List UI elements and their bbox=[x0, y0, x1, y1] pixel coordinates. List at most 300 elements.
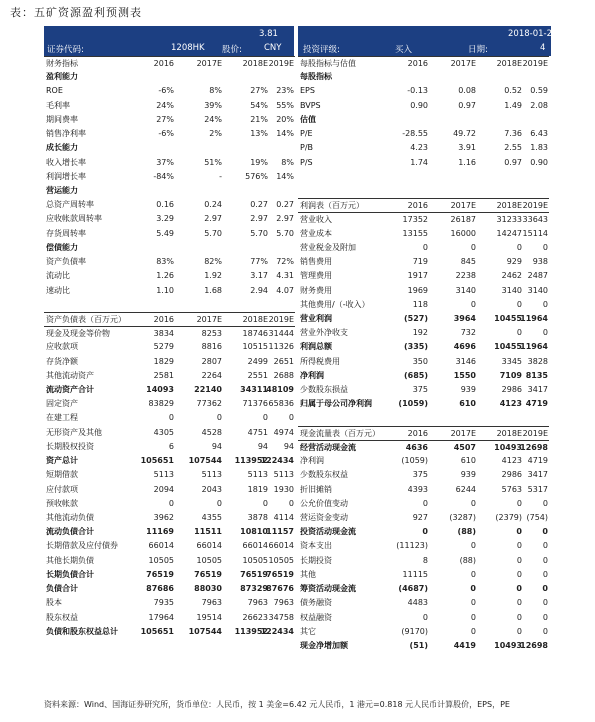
row-value: 0 bbox=[542, 498, 548, 508]
row-value: 2016 bbox=[407, 428, 428, 438]
row-value: 8253 bbox=[201, 329, 222, 339]
row-value: 5113 bbox=[247, 470, 268, 480]
row-value: 3828 bbox=[527, 356, 548, 366]
row-value: 0 bbox=[542, 612, 548, 622]
row-value: 1.83 bbox=[530, 143, 548, 153]
table-row bbox=[44, 113, 295, 127]
row-value: 2019E bbox=[268, 314, 294, 324]
table-row bbox=[298, 84, 549, 98]
row-value: 0 bbox=[470, 299, 476, 309]
row-value: 1829 bbox=[153, 356, 174, 366]
row-value: 1917 bbox=[407, 271, 428, 281]
row-label: 长期投资 bbox=[300, 555, 332, 565]
row-value: (88) bbox=[457, 527, 476, 537]
row-value: 17964 bbox=[148, 612, 174, 622]
row-value: 76519 bbox=[194, 569, 222, 579]
row-label: 估值 bbox=[300, 114, 316, 124]
row-label: P/E bbox=[300, 129, 313, 139]
row-value: 0.90 bbox=[410, 100, 428, 110]
row-value: 3.17 bbox=[250, 271, 268, 281]
row-label: 股东权益 bbox=[46, 612, 78, 622]
row-value: 10493 bbox=[494, 640, 522, 650]
row-value: 76519 bbox=[146, 569, 174, 579]
row-value: 2016 bbox=[153, 59, 174, 68]
row-value: 2019E bbox=[522, 59, 548, 68]
row-value: 4419 bbox=[453, 640, 476, 650]
table-row bbox=[298, 639, 549, 653]
row-value: 0 bbox=[470, 498, 476, 508]
table-row bbox=[298, 184, 549, 198]
table-row bbox=[298, 369, 549, 383]
row-value: 15114 bbox=[522, 228, 548, 238]
row-value: 0 bbox=[422, 612, 428, 622]
row-value: 113952 bbox=[234, 626, 268, 636]
row-value: 2019E bbox=[522, 428, 548, 438]
table-row bbox=[298, 255, 549, 269]
row-value: 0 bbox=[168, 413, 174, 423]
row-value: 7963 bbox=[201, 598, 222, 608]
row-value: -84% bbox=[153, 171, 174, 181]
table-row bbox=[298, 284, 549, 298]
row-value: (1059) bbox=[398, 399, 428, 409]
row-value: 0 bbox=[262, 498, 268, 508]
row-value: 94 bbox=[257, 441, 268, 451]
row-value: -6% bbox=[158, 129, 174, 139]
table-row bbox=[44, 198, 295, 212]
row-value: 0 bbox=[470, 626, 476, 636]
table-row bbox=[44, 554, 295, 568]
row-value: 7963 bbox=[247, 598, 268, 608]
row-value: 732 bbox=[460, 328, 476, 338]
row-label: 其他费用/（-收入） bbox=[300, 299, 370, 309]
row-value: 2017E bbox=[450, 201, 476, 211]
row-value: 1819 bbox=[247, 484, 268, 494]
row-label: 资产负债率 bbox=[46, 257, 86, 267]
row-label: 销售费用 bbox=[300, 257, 332, 267]
row-value: 113952 bbox=[234, 456, 268, 466]
row-value: 72% bbox=[276, 257, 294, 267]
row-value: 3140 bbox=[527, 285, 548, 295]
row-label: 成长能力 bbox=[46, 143, 78, 153]
row-value: 939 bbox=[460, 470, 476, 480]
row-value: 938 bbox=[532, 257, 548, 267]
row-value: 0 bbox=[470, 612, 476, 622]
date-value-top: 2018-01-2 bbox=[508, 29, 552, 39]
row-value: 105651 bbox=[140, 626, 174, 636]
row-value: 34311 bbox=[240, 385, 268, 395]
row-value: 0 bbox=[542, 527, 548, 537]
row-value: 7109 bbox=[499, 370, 522, 380]
row-value: 13155 bbox=[402, 228, 428, 238]
code-label: 证券代码: bbox=[47, 45, 84, 55]
row-label: BVPS bbox=[300, 100, 321, 110]
row-value: 77362 bbox=[196, 399, 222, 409]
row-value: 21% bbox=[250, 114, 268, 124]
row-value: 87329 bbox=[240, 584, 268, 594]
table-row bbox=[44, 99, 295, 113]
row-label: 其他流动资产 bbox=[46, 370, 94, 380]
row-label: 债务融资 bbox=[300, 598, 332, 608]
row-value: 375 bbox=[412, 470, 428, 480]
table-row bbox=[44, 511, 295, 525]
row-label: 总资产周转率 bbox=[46, 200, 94, 210]
row-value: 2094 bbox=[153, 484, 174, 494]
row-label: 归属于母公司净利润 bbox=[300, 399, 372, 409]
row-label: 流动负债合计 bbox=[46, 527, 94, 537]
row-value: -6% bbox=[158, 86, 174, 96]
row-label: 负债合计 bbox=[46, 584, 78, 594]
table-row bbox=[298, 483, 549, 497]
row-value: 0 bbox=[470, 242, 476, 252]
row-value: 10455 bbox=[494, 342, 522, 352]
row-label: 筹资活动现金流 bbox=[300, 584, 356, 594]
table-row bbox=[298, 554, 549, 568]
row-value: 3878 bbox=[247, 513, 268, 522]
row-value: 48109 bbox=[266, 385, 294, 395]
row-value: 77% bbox=[250, 257, 268, 267]
row-value: 929 bbox=[506, 257, 522, 267]
row-value: 0 bbox=[470, 569, 476, 579]
row-label: 应收帐款周转率 bbox=[46, 214, 102, 224]
row-value: 0 bbox=[542, 242, 548, 252]
table-row bbox=[298, 340, 549, 354]
table-row bbox=[298, 113, 549, 127]
row-label: ROE bbox=[46, 86, 63, 96]
row-value: 11169 bbox=[146, 527, 174, 537]
table-row bbox=[298, 596, 549, 610]
table-row bbox=[44, 440, 295, 454]
table-row bbox=[44, 497, 295, 511]
row-value: 3140 bbox=[455, 285, 476, 295]
row-value: 33643 bbox=[522, 215, 548, 225]
row-label: 存货周转率 bbox=[46, 228, 86, 238]
row-label: 盈利能力 bbox=[46, 72, 78, 82]
table-row bbox=[298, 198, 549, 212]
row-value: 2016 bbox=[407, 201, 428, 211]
row-value: 4114 bbox=[273, 513, 294, 522]
row-value: 31444 bbox=[268, 329, 294, 339]
row-value: 4696 bbox=[453, 342, 476, 352]
row-value: 10515 bbox=[242, 342, 268, 352]
row-value: 3417 bbox=[527, 470, 548, 480]
row-value: 0.52 bbox=[504, 86, 522, 96]
table-row bbox=[44, 141, 295, 155]
row-value: 8% bbox=[209, 86, 222, 96]
row-value: 5113 bbox=[273, 470, 294, 480]
row-label: 少数股东损益 bbox=[300, 385, 348, 395]
row-value: 2986 bbox=[501, 470, 522, 480]
row-label: 长期股权投资 bbox=[46, 441, 94, 451]
table-row bbox=[44, 525, 295, 539]
table-row bbox=[298, 426, 549, 440]
table-row bbox=[298, 241, 549, 255]
row-label: 收入增长率 bbox=[46, 157, 86, 167]
row-value: 2238 bbox=[455, 271, 476, 281]
table-row bbox=[298, 355, 549, 369]
row-value: 54% bbox=[250, 100, 268, 110]
row-value: 0.97 bbox=[458, 100, 476, 110]
header-left bbox=[44, 26, 294, 56]
row-value: 2018E bbox=[496, 59, 522, 68]
row-value: 10493 bbox=[494, 442, 522, 452]
row-value: 576% bbox=[245, 171, 268, 181]
table-row bbox=[44, 596, 295, 610]
row-value: 2017E bbox=[450, 428, 476, 438]
row-value: 0 bbox=[516, 555, 522, 565]
row-value: 0 bbox=[168, 498, 174, 508]
table-row bbox=[298, 397, 549, 411]
row-label: 利润表（百万元） bbox=[300, 201, 364, 211]
row-value: 10810 bbox=[240, 527, 268, 537]
row-value: (4687) bbox=[398, 584, 428, 594]
table-row bbox=[298, 156, 549, 170]
row-value: 0 bbox=[542, 584, 548, 594]
row-value: 0 bbox=[542, 328, 548, 338]
row-value: 76519 bbox=[240, 569, 268, 579]
row-label: 其它 bbox=[300, 626, 316, 636]
row-value: 88030 bbox=[194, 584, 222, 594]
row-value: -28.55 bbox=[402, 129, 428, 139]
table-row bbox=[298, 568, 549, 582]
table-row bbox=[298, 298, 549, 312]
table-row bbox=[44, 369, 295, 383]
row-label: 投资活动现金流 bbox=[300, 527, 356, 537]
table-row bbox=[44, 397, 295, 411]
rating-value: 买入 bbox=[395, 45, 413, 55]
row-value: (88) bbox=[459, 555, 476, 565]
row-label: 营业利润 bbox=[300, 313, 332, 323]
table-row bbox=[298, 312, 549, 326]
row-value: 4393 bbox=[407, 484, 428, 494]
row-value: 0 bbox=[516, 626, 522, 636]
table-row bbox=[44, 269, 295, 283]
row-value: 34758 bbox=[268, 612, 294, 622]
row-label: 每股指标与估值 bbox=[300, 59, 356, 68]
row-value: 82% bbox=[204, 257, 222, 267]
row-value: 4751 bbox=[247, 427, 268, 437]
row-value: 107544 bbox=[188, 456, 222, 466]
row-value: 1969 bbox=[407, 285, 428, 295]
row-value: 4123 bbox=[499, 399, 522, 409]
row-value: 8816 bbox=[201, 342, 222, 352]
row-value: 2018E bbox=[242, 59, 268, 68]
row-label: 利润总额 bbox=[300, 342, 332, 352]
left-table bbox=[44, 56, 295, 639]
row-value: 3146 bbox=[455, 356, 476, 366]
row-value: 2017E bbox=[450, 59, 476, 68]
row-value: 927 bbox=[412, 513, 428, 522]
row-value: (51) bbox=[409, 640, 428, 650]
row-value: 8135 bbox=[525, 370, 548, 380]
row-label: 现金流量表（百万元） bbox=[300, 428, 380, 438]
row-label: 资本支出 bbox=[300, 541, 332, 551]
row-value: 5.70 bbox=[250, 228, 268, 238]
row-label: 销售净利率 bbox=[46, 129, 86, 139]
table-row bbox=[44, 426, 295, 440]
row-label: P/B bbox=[300, 143, 314, 153]
row-label: 其他流动负债 bbox=[46, 513, 94, 522]
row-value: 3962 bbox=[153, 513, 174, 522]
date-label: 日期: bbox=[468, 45, 488, 55]
row-value: 26623 bbox=[242, 612, 268, 622]
row-label: 资产负债表（百万元） bbox=[46, 314, 126, 324]
date-value-bottom: 4 bbox=[540, 43, 546, 53]
row-label: 预收帐款 bbox=[46, 498, 78, 508]
row-value: 4.23 bbox=[410, 143, 428, 153]
row-value: 2019E bbox=[268, 59, 294, 68]
row-value: 4355 bbox=[201, 513, 222, 522]
row-value: 76519 bbox=[266, 569, 294, 579]
row-label: 管理费用 bbox=[300, 271, 332, 281]
row-value: 5.70 bbox=[204, 228, 222, 238]
row-value: 0 bbox=[516, 527, 522, 537]
row-value: 16000 bbox=[450, 228, 476, 238]
row-label: 偿债能力 bbox=[46, 242, 78, 252]
row-label: 财务费用 bbox=[300, 285, 332, 295]
row-value: 8 bbox=[422, 555, 428, 565]
row-value: 2018E bbox=[496, 201, 522, 211]
row-value: 11115 bbox=[402, 569, 428, 579]
row-value: 11964 bbox=[520, 313, 548, 323]
row-label: 净利润 bbox=[300, 456, 324, 466]
row-value: 4483 bbox=[407, 598, 428, 608]
row-value: 0.27 bbox=[250, 200, 268, 210]
table-row bbox=[298, 497, 549, 511]
row-label: 营业收入 bbox=[300, 215, 332, 225]
row-value: 4.31 bbox=[276, 271, 294, 281]
row-value: 0 bbox=[542, 569, 548, 579]
row-value: (3287) bbox=[449, 513, 476, 522]
table-row bbox=[44, 340, 295, 354]
row-value: 122434 bbox=[260, 626, 294, 636]
row-value: 1.16 bbox=[458, 157, 476, 167]
row-label: 速动比 bbox=[46, 285, 70, 295]
row-label: 固定资产 bbox=[46, 399, 78, 409]
row-value: 0 bbox=[542, 626, 548, 636]
table-row bbox=[44, 326, 295, 340]
row-value: (1059) bbox=[401, 456, 428, 466]
row-value: 1.68 bbox=[204, 285, 222, 295]
row-value: 0 bbox=[516, 541, 522, 551]
table-row bbox=[298, 56, 549, 70]
row-value: 0 bbox=[470, 598, 476, 608]
table-row bbox=[44, 355, 295, 369]
table-row bbox=[298, 227, 549, 241]
row-value: 2018E bbox=[242, 314, 268, 324]
row-label: 资产总计 bbox=[46, 456, 78, 466]
table-row bbox=[44, 56, 295, 70]
row-label: 现金净增加额 bbox=[300, 640, 348, 650]
row-value: 0 bbox=[542, 541, 548, 551]
table-row bbox=[298, 411, 549, 425]
row-value: 0 bbox=[422, 527, 428, 537]
table-row bbox=[44, 156, 295, 170]
row-value: 5317 bbox=[527, 484, 548, 494]
row-value: 20% bbox=[276, 114, 294, 124]
row-value: 11157 bbox=[266, 527, 294, 537]
table-row bbox=[298, 525, 549, 539]
row-value: 107544 bbox=[188, 626, 222, 636]
row-value: 0 bbox=[216, 498, 222, 508]
row-value: 2499 bbox=[247, 356, 268, 366]
row-value: 0 bbox=[470, 584, 476, 594]
row-value: 0.97 bbox=[504, 157, 522, 167]
row-value: 4.07 bbox=[276, 285, 294, 295]
row-value: (9170) bbox=[401, 626, 428, 636]
row-value: 375 bbox=[412, 385, 428, 395]
row-value: 11511 bbox=[194, 527, 222, 537]
row-value: (11123) bbox=[396, 541, 428, 551]
row-value: 5.49 bbox=[156, 228, 174, 238]
row-value: (527) bbox=[403, 313, 428, 323]
row-label: 净利润 bbox=[300, 370, 324, 380]
row-value: 0 bbox=[216, 413, 222, 423]
table-row bbox=[44, 483, 295, 497]
row-value: 66014 bbox=[242, 541, 268, 551]
table-row bbox=[44, 539, 295, 553]
row-label: 现金及现金等价物 bbox=[46, 329, 110, 339]
row-value: 939 bbox=[460, 385, 476, 395]
row-value: (2379) bbox=[495, 513, 522, 522]
price-value: 3.81 bbox=[259, 29, 278, 39]
row-value: 66014 bbox=[196, 541, 222, 551]
table-row bbox=[44, 70, 295, 84]
page-title: 表：五矿资源盈利预测表 bbox=[10, 6, 142, 19]
row-value: 11326 bbox=[268, 342, 294, 352]
table-row bbox=[44, 284, 295, 298]
table-row bbox=[44, 170, 295, 184]
source-footnote: 资料来源：Wind、国海证券研究所，货币单位：人民币，按 1 美金=6.42 元人民币，1 港元=0.818 元人民币计算股价，EPS，PE bbox=[44, 700, 510, 709]
row-value: 0 bbox=[470, 541, 476, 551]
row-label: 利润增长率 bbox=[46, 171, 86, 181]
table-row bbox=[298, 511, 549, 525]
table-row bbox=[44, 84, 295, 98]
row-value: 87686 bbox=[146, 584, 174, 594]
row-value: 5763 bbox=[501, 484, 522, 494]
table-row bbox=[44, 411, 295, 425]
row-label: 短期借款 bbox=[46, 470, 78, 480]
table-row bbox=[44, 582, 295, 596]
row-value: 192 bbox=[412, 328, 428, 338]
header-right bbox=[298, 26, 551, 56]
row-value: 31233 bbox=[496, 215, 522, 225]
row-value: 2487 bbox=[527, 271, 548, 281]
row-value: -0.13 bbox=[407, 86, 428, 96]
row-value: 65836 bbox=[268, 399, 294, 409]
row-value: 0 bbox=[422, 498, 428, 508]
row-value: 350 bbox=[412, 356, 428, 366]
row-value: 71376 bbox=[242, 399, 268, 409]
row-label: 流动资产合计 bbox=[46, 385, 94, 395]
row-label: 负债和股东权益总计 bbox=[46, 626, 118, 636]
row-value: 845 bbox=[460, 257, 476, 267]
row-value: 11964 bbox=[520, 342, 548, 352]
row-value: 0.59 bbox=[530, 86, 548, 96]
row-label: 财务指标 bbox=[46, 59, 78, 68]
table-row bbox=[44, 312, 295, 326]
row-label: 长期借款及应付债券 bbox=[46, 541, 118, 551]
row-label: 股本 bbox=[46, 598, 62, 608]
row-value: 37% bbox=[156, 157, 174, 167]
row-label: 流动比 bbox=[46, 271, 70, 281]
row-value: 6 bbox=[168, 441, 174, 451]
row-label: 无形资产及其他 bbox=[46, 427, 102, 437]
row-value: 0 bbox=[516, 498, 522, 508]
row-value: 118 bbox=[412, 299, 428, 309]
row-value: 0 bbox=[422, 242, 428, 252]
row-value: 10505 bbox=[268, 555, 294, 565]
row-value: 2264 bbox=[201, 370, 222, 380]
